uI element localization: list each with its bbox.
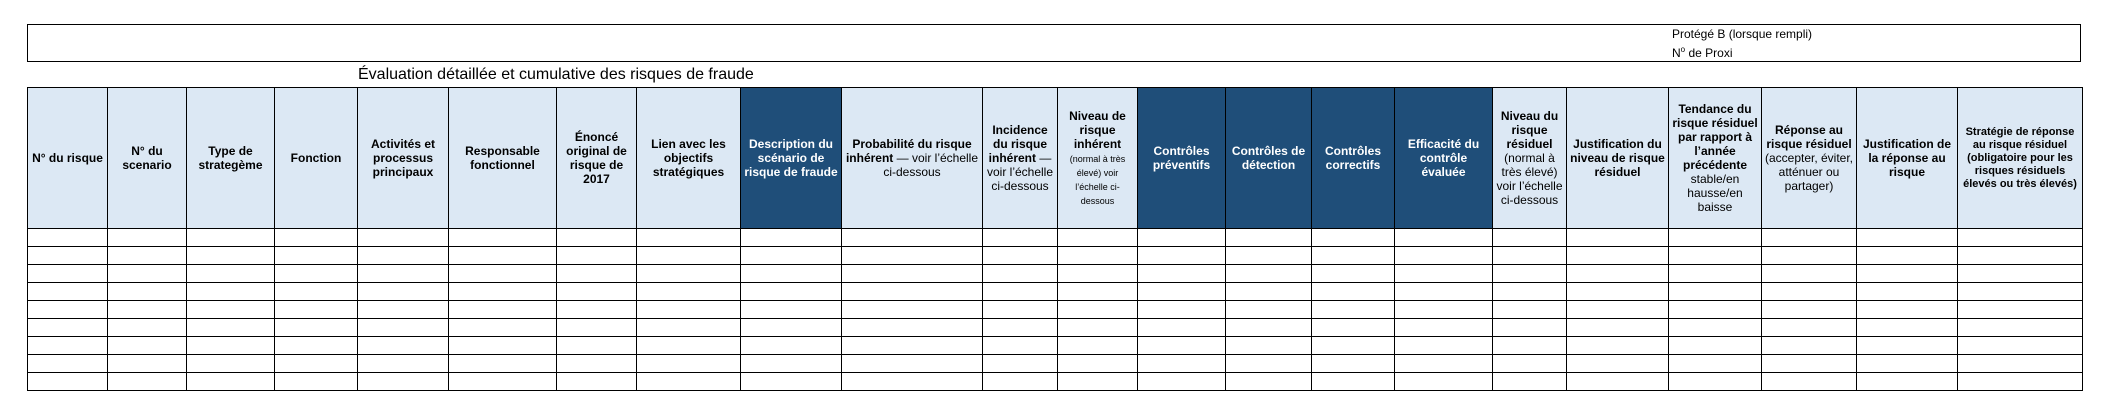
- table-cell[interactable]: [449, 283, 557, 301]
- table-cell[interactable]: [557, 355, 637, 373]
- table-cell[interactable]: [983, 355, 1058, 373]
- table-cell[interactable]: [1138, 337, 1226, 355]
- col-header-original-statement: Énoncé original de risque de 2017: [557, 88, 637, 229]
- table-cell[interactable]: [1493, 301, 1567, 319]
- table-cell[interactable]: [449, 247, 557, 265]
- table-cell[interactable]: [1138, 301, 1226, 319]
- table-cell[interactable]: [358, 247, 449, 265]
- table-cell[interactable]: [1762, 373, 1857, 391]
- table-cell[interactable]: [1857, 265, 1958, 283]
- table-cell[interactable]: [1669, 355, 1762, 373]
- table-cell[interactable]: [1958, 337, 2083, 355]
- table-cell[interactable]: [449, 337, 557, 355]
- table-cell[interactable]: [1567, 301, 1669, 319]
- table-cell[interactable]: [983, 337, 1058, 355]
- table-cell[interactable]: [28, 373, 108, 391]
- table-cell[interactable]: [1138, 319, 1226, 337]
- table-cell[interactable]: [842, 229, 983, 247]
- table-cell[interactable]: [1493, 247, 1567, 265]
- table-cell[interactable]: [557, 337, 637, 355]
- table-cell[interactable]: [1226, 247, 1312, 265]
- table-cell[interactable]: [557, 373, 637, 391]
- table-cell[interactable]: [108, 355, 187, 373]
- table-cell[interactable]: [1567, 373, 1669, 391]
- table-cell[interactable]: [983, 283, 1058, 301]
- table-cell[interactable]: [557, 265, 637, 283]
- table-cell[interactable]: [637, 301, 741, 319]
- table-cell[interactable]: [1138, 247, 1226, 265]
- table-cell[interactable]: [1395, 355, 1493, 373]
- table-cell[interactable]: [557, 283, 637, 301]
- table-cell[interactable]: [1226, 337, 1312, 355]
- table-cell[interactable]: [983, 373, 1058, 391]
- table-cell[interactable]: [108, 247, 187, 265]
- table-cell[interactable]: [842, 247, 983, 265]
- table-cell[interactable]: [1669, 265, 1762, 283]
- table-cell[interactable]: [1058, 337, 1138, 355]
- table-cell[interactable]: [449, 319, 557, 337]
- table-cell[interactable]: [1567, 319, 1669, 337]
- col-header-inherent-level: Niveau de risque inhérent (normal à très élevé) voir l’échelle ci-dessous: [1058, 88, 1138, 229]
- table-cell[interactable]: [637, 265, 741, 283]
- table-cell[interactable]: [1138, 265, 1226, 283]
- table-cell[interactable]: [1669, 301, 1762, 319]
- table-cell[interactable]: [1958, 229, 2083, 247]
- table-cell[interactable]: [557, 247, 637, 265]
- table-cell[interactable]: [358, 355, 449, 373]
- table-cell[interactable]: [1762, 355, 1857, 373]
- table-cell[interactable]: [842, 319, 983, 337]
- table-cell[interactable]: [1958, 283, 2083, 301]
- table-cell[interactable]: [1567, 265, 1669, 283]
- table-row: [28, 283, 2083, 301]
- table-cell[interactable]: [358, 319, 449, 337]
- table-cell[interactable]: [1058, 265, 1138, 283]
- table-cell[interactable]: [358, 337, 449, 355]
- table-cell[interactable]: [1857, 247, 1958, 265]
- table-cell[interactable]: [275, 355, 358, 373]
- table-cell[interactable]: [1493, 283, 1567, 301]
- table-cell[interactable]: [275, 301, 358, 319]
- table-cell[interactable]: [1058, 373, 1138, 391]
- table-cell[interactable]: [1762, 247, 1857, 265]
- table-cell[interactable]: [358, 301, 449, 319]
- table-cell[interactable]: [275, 319, 358, 337]
- table-cell[interactable]: [842, 337, 983, 355]
- table-cell[interactable]: [1493, 355, 1567, 373]
- table-cell[interactable]: [1762, 337, 1857, 355]
- col-header-scenario-number: N° du scenario: [108, 88, 187, 229]
- table-cell[interactable]: [1312, 337, 1395, 355]
- table-cell[interactable]: [1226, 283, 1312, 301]
- col-header-strategic-link: Lien avec les objectifs stratégiques: [637, 88, 741, 229]
- col-header-response-strategy: Stratégie de réponse au risque résiduel (obligatoire pour les risques résiduels élevés ou très élevés): [1958, 88, 2083, 229]
- table-cell[interactable]: [1058, 229, 1138, 247]
- col-header-residual-response: Réponse au risque résiduel (accepter, éviter, atténuer ou partager): [1762, 88, 1857, 229]
- table-cell[interactable]: [741, 265, 842, 283]
- table-cell[interactable]: [983, 265, 1058, 283]
- table-row: [28, 319, 2083, 337]
- table-cell[interactable]: [1138, 355, 1226, 373]
- table-cell[interactable]: [557, 319, 637, 337]
- table-cell[interactable]: [1958, 373, 2083, 391]
- col-header-function: Fonction: [275, 88, 358, 229]
- table-cell[interactable]: [741, 355, 842, 373]
- table-cell[interactable]: [449, 301, 557, 319]
- table-cell[interactable]: [1669, 283, 1762, 301]
- table-cell[interactable]: [1138, 373, 1226, 391]
- table-cell[interactable]: [1857, 229, 1958, 247]
- table-cell[interactable]: [28, 301, 108, 319]
- table-cell[interactable]: [1958, 265, 2083, 283]
- table-cell[interactable]: [637, 229, 741, 247]
- table-cell[interactable]: [1058, 247, 1138, 265]
- table-cell[interactable]: [741, 373, 842, 391]
- table-cell[interactable]: [1312, 229, 1395, 247]
- table-row: [28, 265, 2083, 283]
- table-cell[interactable]: [1138, 229, 1226, 247]
- table-cell[interactable]: [108, 229, 187, 247]
- table-cell[interactable]: [1857, 301, 1958, 319]
- table-cell[interactable]: [28, 319, 108, 337]
- table-cell[interactable]: [557, 301, 637, 319]
- table-cell[interactable]: [842, 355, 983, 373]
- table-cell[interactable]: [187, 337, 275, 355]
- table-cell[interactable]: [108, 301, 187, 319]
- table-cell[interactable]: [1312, 283, 1395, 301]
- table-cell[interactable]: [1226, 229, 1312, 247]
- table-cell[interactable]: [1395, 301, 1493, 319]
- table-row: [28, 301, 2083, 319]
- table-cell[interactable]: [1395, 337, 1493, 355]
- table-cell[interactable]: [1226, 355, 1312, 373]
- table-cell[interactable]: [1669, 373, 1762, 391]
- table-cell[interactable]: [28, 337, 108, 355]
- table-cell[interactable]: [1567, 247, 1669, 265]
- table-cell[interactable]: [741, 229, 842, 247]
- table-cell[interactable]: [637, 319, 741, 337]
- table-cell[interactable]: [1395, 265, 1493, 283]
- table-cell[interactable]: [1857, 283, 1958, 301]
- table-cell[interactable]: [1762, 301, 1857, 319]
- table-cell[interactable]: [1058, 301, 1138, 319]
- table-cell[interactable]: [983, 247, 1058, 265]
- col-header-activities: Activités et processus principaux: [358, 88, 449, 229]
- col-header-inherent-probability: Probabilité du risque inhérent — voir l’échelle ci-dessous: [842, 88, 983, 229]
- table-cell[interactable]: [187, 319, 275, 337]
- table-cell[interactable]: [275, 247, 358, 265]
- table-cell[interactable]: [1762, 265, 1857, 283]
- col-header-residual-trend: Tendance du risque résiduel par rapport à l’année précédente stable/en hausse/en baisse: [1669, 88, 1762, 229]
- table-cell[interactable]: [1669, 319, 1762, 337]
- table-cell[interactable]: [842, 283, 983, 301]
- table-cell[interactable]: [275, 373, 358, 391]
- table-cell[interactable]: [275, 229, 358, 247]
- table-cell[interactable]: [449, 355, 557, 373]
- table-cell[interactable]: [187, 265, 275, 283]
- table-row: [28, 355, 2083, 373]
- table-cell[interactable]: [187, 355, 275, 373]
- table-cell[interactable]: [1567, 355, 1669, 373]
- table-cell[interactable]: [1226, 301, 1312, 319]
- table-cell[interactable]: [983, 229, 1058, 247]
- table-cell[interactable]: [187, 301, 275, 319]
- table-cell[interactable]: [108, 265, 187, 283]
- table-cell[interactable]: [842, 265, 983, 283]
- col-header-detection-controls: Contrôles de détection: [1226, 88, 1312, 229]
- table-cell[interactable]: [1058, 283, 1138, 301]
- table-cell[interactable]: [741, 247, 842, 265]
- table-cell[interactable]: [1762, 319, 1857, 337]
- table-cell[interactable]: [1058, 355, 1138, 373]
- table-cell[interactable]: [1493, 265, 1567, 283]
- table-row: [28, 373, 2083, 391]
- table-cell[interactable]: [1669, 247, 1762, 265]
- risk-assessment-table: [27, 87, 2083, 391]
- table-cell[interactable]: [1395, 283, 1493, 301]
- table-cell[interactable]: [1857, 373, 1958, 391]
- table-cell[interactable]: [983, 319, 1058, 337]
- table-cell[interactable]: [1857, 337, 1958, 355]
- table-cell[interactable]: [187, 373, 275, 391]
- col-header-preventive-controls: Contrôles préventifs: [1138, 88, 1226, 229]
- table-cell[interactable]: [741, 337, 842, 355]
- table-cell[interactable]: [637, 247, 741, 265]
- table-cell[interactable]: [842, 373, 983, 391]
- table-cell[interactable]: [1958, 355, 2083, 373]
- table-cell[interactable]: [1493, 373, 1567, 391]
- table-cell[interactable]: [108, 283, 187, 301]
- table-body: [28, 229, 2083, 391]
- table-cell[interactable]: [449, 265, 557, 283]
- table-cell[interactable]: [358, 265, 449, 283]
- table-cell[interactable]: [741, 301, 842, 319]
- table-cell[interactable]: [1138, 283, 1226, 301]
- table-cell[interactable]: [275, 337, 358, 355]
- table-cell[interactable]: [358, 229, 449, 247]
- proxi-number-label: $N^o$ de Proxi: [1672, 45, 1733, 60]
- table-cell[interactable]: [637, 283, 741, 301]
- col-header-risk-number: N° du risque: [28, 88, 108, 229]
- table-cell[interactable]: [358, 283, 449, 301]
- table-cell[interactable]: [1567, 283, 1669, 301]
- col-header-residual-level: Niveau du risque résiduel (normal à très élevé) voir l’échelle ci-dessous: [1493, 88, 1567, 229]
- table-cell[interactable]: [1567, 229, 1669, 247]
- table-cell[interactable]: [1762, 283, 1857, 301]
- table-cell[interactable]: [637, 355, 741, 373]
- table-cell[interactable]: [1762, 229, 1857, 247]
- col-header-corrective-controls: Contrôles correctifs: [1312, 88, 1395, 229]
- table-cell[interactable]: [557, 229, 637, 247]
- table-cell[interactable]: [741, 283, 842, 301]
- table-cell[interactable]: [983, 301, 1058, 319]
- page-title: Évaluation détaillée et cumulative des risques de fraude: [358, 66, 754, 83]
- table-cell[interactable]: [28, 247, 108, 265]
- table-cell[interactable]: [1669, 229, 1762, 247]
- table-cell[interactable]: [1567, 337, 1669, 355]
- table-cell[interactable]: [1312, 373, 1395, 391]
- table-cell[interactable]: [1226, 373, 1312, 391]
- table-cell[interactable]: [358, 373, 449, 391]
- table-cell[interactable]: [1312, 319, 1395, 337]
- table-cell[interactable]: [1958, 301, 2083, 319]
- table-cell[interactable]: [1395, 373, 1493, 391]
- table-cell[interactable]: [108, 337, 187, 355]
- table-cell[interactable]: [637, 373, 741, 391]
- table-cell[interactable]: [275, 283, 358, 301]
- table-row: [28, 337, 2083, 355]
- table-cell[interactable]: [108, 319, 187, 337]
- table-cell[interactable]: [741, 319, 842, 337]
- col-header-scenario-description: Description du scénario de risque de fraude: [741, 88, 842, 229]
- table-cell[interactable]: [108, 373, 187, 391]
- col-header-control-effectiveness: Efficacité du contrôle évaluée: [1395, 88, 1493, 229]
- table-cell[interactable]: [449, 229, 557, 247]
- table-cell[interactable]: [28, 229, 108, 247]
- table-cell[interactable]: [1395, 247, 1493, 265]
- table-cell[interactable]: [1058, 319, 1138, 337]
- table-cell[interactable]: [275, 265, 358, 283]
- col-header-functional-owner: Responsable fonctionnel: [449, 88, 557, 229]
- table-cell[interactable]: [1312, 265, 1395, 283]
- table-cell[interactable]: [637, 337, 741, 355]
- table-row: [28, 229, 2083, 247]
- table-cell[interactable]: [28, 265, 108, 283]
- table-cell[interactable]: [1857, 319, 1958, 337]
- table-cell[interactable]: [28, 355, 108, 373]
- table-cell[interactable]: [1669, 337, 1762, 355]
- table-cell[interactable]: [842, 301, 983, 319]
- table-row: [28, 247, 2083, 265]
- col-header-inherent-impact: Incidence du risque inhérent — voir l’échelle ci-dessous: [983, 88, 1058, 229]
- table-cell[interactable]: [1395, 229, 1493, 247]
- table-cell[interactable]: [1312, 301, 1395, 319]
- table-cell[interactable]: [1226, 265, 1312, 283]
- table-cell[interactable]: [1312, 247, 1395, 265]
- table-header-row: [28, 88, 2083, 229]
- protected-label: Protégé B (lorsque rempli): [1672, 27, 1813, 41]
- col-header-response-justification: Justification de la réponse au risque: [1857, 88, 1958, 229]
- table-cell[interactable]: [1493, 229, 1567, 247]
- table-cell[interactable]: [28, 283, 108, 301]
- table-cell[interactable]: [187, 283, 275, 301]
- table-cell[interactable]: [1857, 355, 1958, 373]
- table-cell[interactable]: [1395, 319, 1493, 337]
- table-cell[interactable]: [187, 229, 275, 247]
- table-cell[interactable]: [1312, 355, 1395, 373]
- table-cell[interactable]: [1958, 319, 2083, 337]
- col-header-residual-justification: Justification du niveau de risque résiduel: [1567, 88, 1669, 229]
- table-cell[interactable]: [1493, 319, 1567, 337]
- col-header-stratagem-type: Type de strategème: [187, 88, 275, 229]
- table-cell[interactable]: [1226, 319, 1312, 337]
- table-cell[interactable]: [187, 247, 275, 265]
- table-cell[interactable]: [449, 373, 557, 391]
- table-cell[interactable]: [1958, 247, 2083, 265]
- table-cell[interactable]: [1493, 337, 1567, 355]
